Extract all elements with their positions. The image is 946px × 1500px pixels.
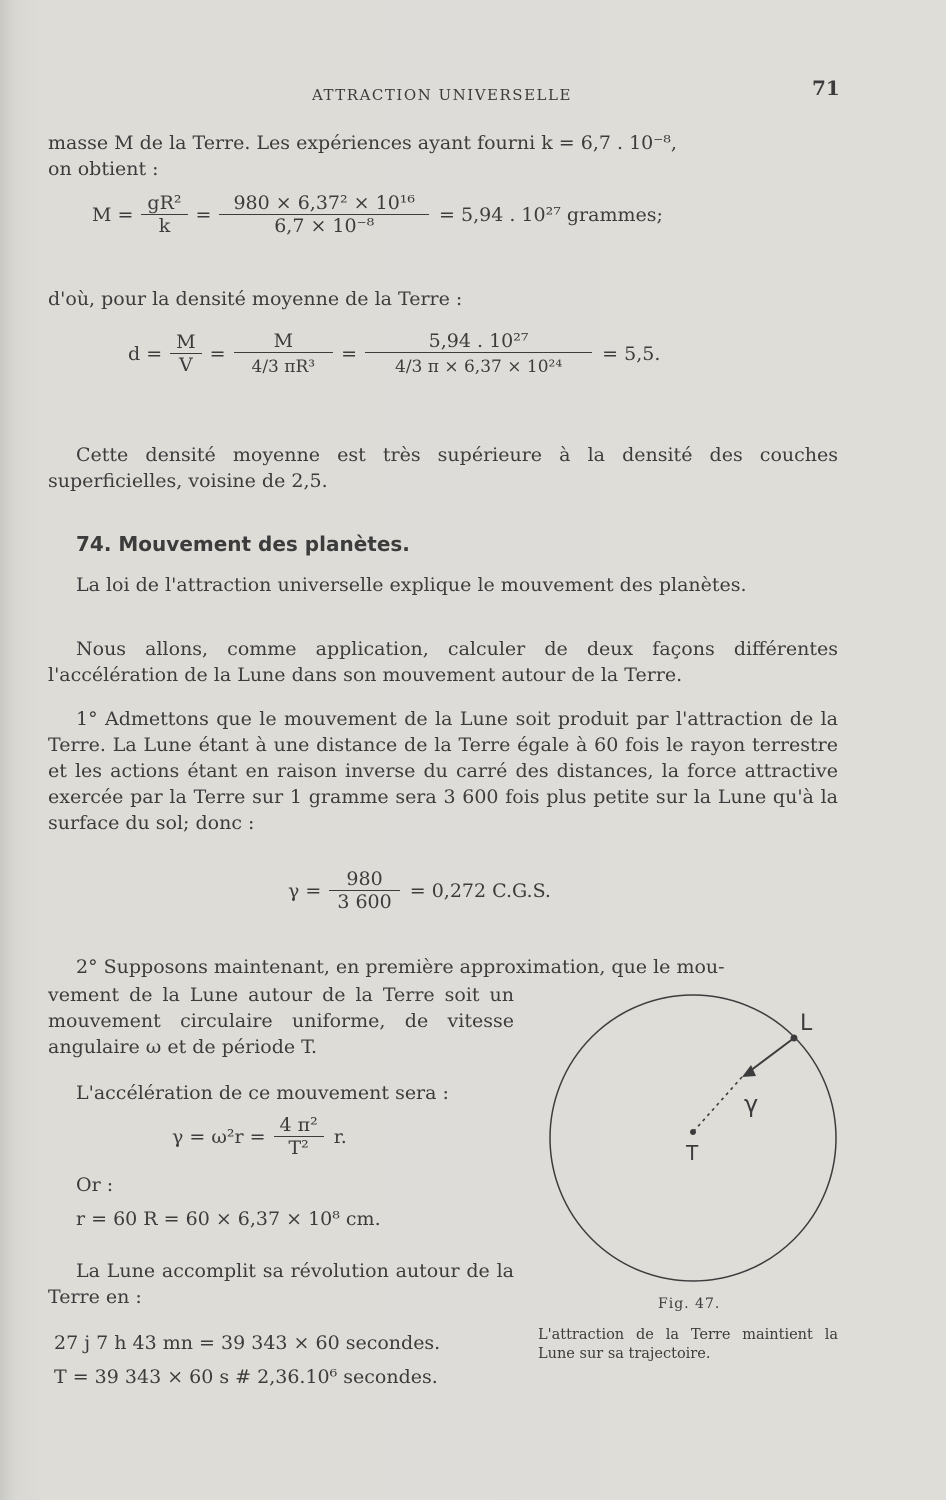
caption-text: L'attraction de la Terre maintient la Lune sur sa trajectoire. [538, 1327, 838, 1362]
earth-label: T [686, 1141, 699, 1165]
equation-period-seconds [54, 1330, 524, 1356]
radius-dashed-line [693, 1077, 742, 1132]
paragraph-or [76, 1172, 476, 1198]
eq-lhs: d = [128, 342, 163, 365]
running-title: ATTRACTION UNIVERSELLE [312, 86, 572, 104]
fraction [219, 192, 429, 237]
text-line: d'où, pour la densité moyenne de la Terre : [48, 288, 463, 310]
text-block: Nous allons, comme application, calculer de deux façons différentes l'accélération de la Lune dans son mouvement autour de la Terre. [48, 638, 838, 686]
text-block: Cette densité moyenne est très supérieure à la densité des couches superficielles, voisine de 2,5. [48, 444, 838, 492]
text-line: 2° Supposons maintenant, en première approximation, que le mou- [76, 956, 725, 978]
eq-lhs: γ = [288, 879, 322, 902]
text-block: vement de la Lune autour de la Terre soit un mouvement circulaire uniforme, de vitesse angulaire ω et de période T. [48, 984, 514, 1058]
fraction-numerator: gR² [147, 192, 182, 214]
text-line: Or : [76, 1174, 114, 1196]
text-line: T = 39 343 × 60 s # 2,36.10⁶ secondes. [54, 1366, 438, 1388]
paragraph-application [48, 636, 838, 688]
figure-caption [538, 1326, 838, 1364]
fraction-numerator: 980 × 6,37² × 10¹⁶ [233, 192, 416, 214]
fraction [365, 330, 592, 377]
fraction [274, 1114, 324, 1159]
fraction-numerator: M [273, 330, 294, 352]
eq-sign: = [341, 342, 357, 365]
eq-lhs: γ = ω²r = [172, 1125, 266, 1148]
text-line: r = 60 R = 60 × 6,37 × 10⁸ cm. [76, 1208, 381, 1230]
fraction-denominator: T² [274, 1136, 324, 1159]
text-line: on obtient : [48, 158, 159, 180]
equation-gamma [288, 868, 551, 913]
page-number: 71 [812, 76, 840, 100]
eq-tail: r. [333, 1125, 347, 1148]
gamma-label: γ [744, 1090, 759, 1118]
moon-point [791, 1035, 798, 1042]
paragraph-density [48, 286, 838, 312]
figure-moon-orbit [546, 990, 846, 1285]
fraction-numerator: 980 [346, 868, 383, 890]
fraction-denominator: 4/3 πR³ [234, 352, 334, 377]
fraction-denominator: 6,7 × 10⁻⁸ [219, 214, 429, 237]
equation-period [54, 1364, 524, 1390]
fraction-denominator: k [141, 214, 187, 237]
earth-point [690, 1129, 696, 1135]
paragraph-law [48, 572, 838, 598]
eq-result: = 0,272 C.G.S. [409, 879, 551, 902]
paragraph-second-method [48, 982, 514, 1060]
section-title: Mouvement des planètes. [118, 532, 410, 556]
paragraph-revolution [48, 1258, 514, 1310]
eq-result: = 5,5. [602, 342, 661, 365]
text-block: La Lune accomplit sa révolution autour de la Terre en : [48, 1260, 514, 1308]
text-block: La loi de l'attraction universelle explique le mouvement des planètes. [76, 574, 747, 596]
eq-lhs: M = [92, 203, 134, 226]
fraction [329, 868, 399, 913]
equation-centripetal [172, 1114, 347, 1159]
section-number: 74. [76, 532, 112, 556]
paragraph-first-method [48, 706, 838, 836]
eq-sign: = [195, 203, 212, 226]
equation-mass [92, 192, 663, 237]
acceleration-vector [746, 1038, 794, 1074]
paragraph-intro [48, 130, 838, 182]
fraction-numerator: M [176, 331, 196, 353]
fraction-denominator: 4/3 π × 6,37 × 10²⁴ [365, 352, 592, 377]
moon-label: L [800, 1011, 813, 1036]
text-line: masse M de la Terre. Les expériences ayant fourni k = 6,7 . 10⁻⁸, [48, 132, 677, 154]
figure-number: Fig. 47. [658, 1296, 721, 1312]
eq-sign: = [209, 342, 226, 365]
paragraph-acceleration [48, 1080, 514, 1106]
equation-density [128, 330, 660, 377]
eq-result: = 5,94 . 10²⁷ grammes; [439, 203, 663, 226]
fraction-numerator: 4 π² [279, 1114, 318, 1136]
text-block: 1° Admettons que le mouvement de la Lune soit produit par l'attraction de la Terre. La Lune étant à une distance de la Terre égale à 60 fois le rayon terrestre et les actions étant en raison inverse du carré des distances, la force attractive exercée par la Terre sur 1 gramme sera 3 600 fois plus petite sur la Lune qu'à la surface du sol; donc : [48, 708, 838, 834]
paragraph-second-method-start [48, 954, 838, 980]
section-heading [76, 532, 410, 556]
fraction-numerator: 5,94 . 10²⁷ [428, 330, 529, 352]
fraction [141, 192, 187, 237]
arrowhead-icon [742, 1065, 756, 1077]
paragraph-comparison [48, 442, 838, 494]
fraction [234, 330, 334, 377]
text-line: L'accélération de ce mouvement sera : [76, 1082, 449, 1104]
fraction-denominator: V [170, 353, 201, 376]
fraction [170, 331, 201, 376]
equation-radius [76, 1206, 516, 1232]
text-line: 27 j 7 h 43 mn = 39 343 × 60 secondes. [54, 1332, 441, 1354]
fraction-denominator: 3 600 [329, 890, 399, 913]
